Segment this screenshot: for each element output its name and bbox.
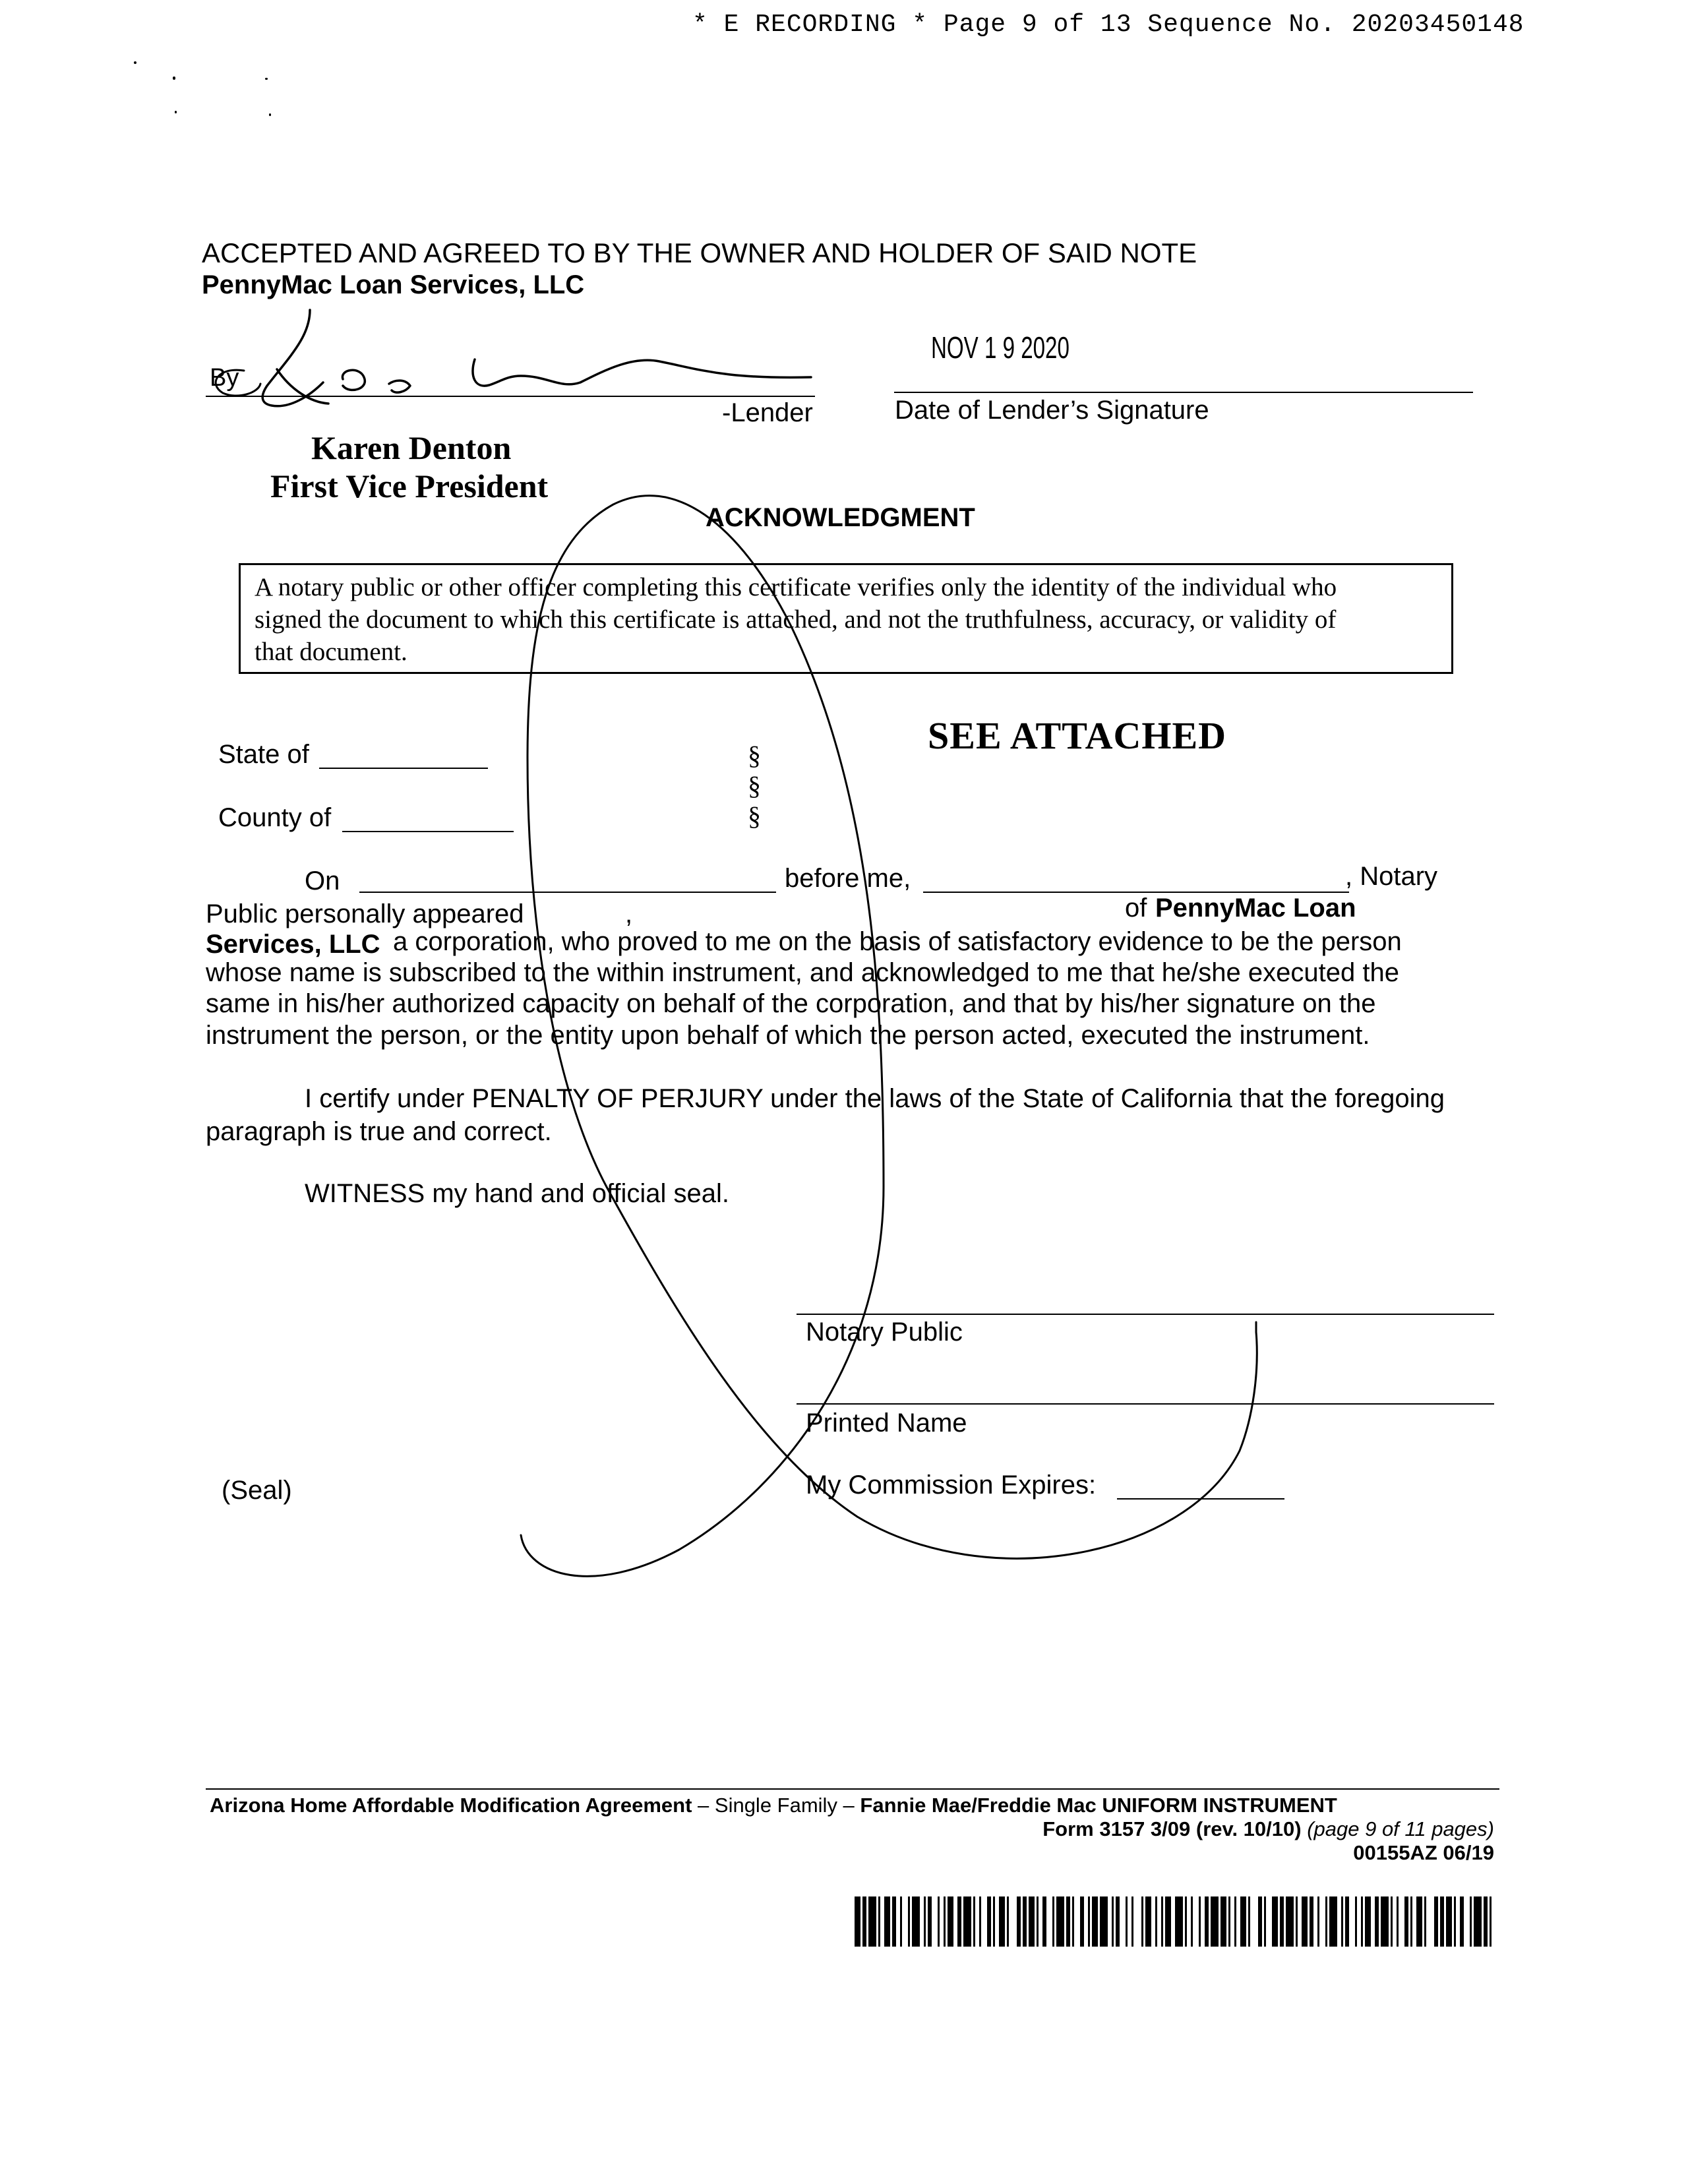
- barcode-bar: [1066, 1896, 1070, 1947]
- para1-line2d: PennyMac Loan: [1155, 894, 1356, 923]
- barcode-bar: [944, 1896, 946, 1947]
- stamped-date: NOV 1 9 2020: [931, 330, 1070, 365]
- scan-speck: [269, 113, 271, 116]
- barcode-bar: [938, 1896, 940, 1947]
- barcode-bar: [1088, 1896, 1090, 1947]
- barcode-bar: [1228, 1896, 1230, 1947]
- by-label: By: [210, 364, 239, 392]
- lender-label: -Lender: [722, 398, 813, 427]
- barcode-bar: [900, 1896, 902, 1947]
- notary-suffix: , Notary: [1345, 862, 1438, 891]
- barcode-bar: [1416, 1896, 1422, 1947]
- notice-line-2: signed the document to which this certificate is attached, and not the truthfulness, accuracy, or validity of: [255, 605, 1337, 634]
- barcode-bar: [1361, 1896, 1363, 1947]
- state-blank: [319, 768, 488, 769]
- recording-header: * E RECORDING * Page 9 of 13 Sequence No. 20203450148: [692, 11, 1524, 39]
- barcode-bar: [912, 1896, 920, 1947]
- barcode-bar: [1161, 1896, 1163, 1947]
- barcode-bar: [868, 1896, 876, 1947]
- barcode-bar: [1240, 1896, 1246, 1947]
- barcode-bar: [973, 1896, 975, 1947]
- barcode-bar: [1175, 1896, 1183, 1947]
- footer-title-mid: – Single Family –: [692, 1794, 860, 1817]
- footer-form-bold: Form 3157 3/09 (rev. 10/10): [1042, 1817, 1302, 1840]
- para1-line2a: Public personally appeared: [206, 899, 524, 928]
- section-mark: §: [748, 801, 761, 831]
- barcode-bar: [999, 1896, 1005, 1947]
- signer-name: Karen Denton: [311, 429, 512, 466]
- barcode-bar: [1221, 1896, 1226, 1947]
- barcode-bar: [1474, 1896, 1482, 1947]
- barcode-bar: [1302, 1896, 1308, 1947]
- scan-speck: [265, 78, 268, 80]
- barcode-bar: [963, 1896, 971, 1947]
- footer-form: [1042, 1817, 1494, 1841]
- barcode-bar: [1112, 1896, 1114, 1947]
- barcode-bar: [1280, 1896, 1284, 1947]
- barcode-bar: [1310, 1896, 1313, 1947]
- barcode-bar: [1375, 1896, 1379, 1947]
- signer-title: First Vice President: [270, 468, 549, 504]
- barcode-bar: [855, 1896, 860, 1947]
- footer-title: [210, 1794, 1337, 1817]
- date-label: Date of Lender’s Signature: [895, 396, 1209, 425]
- barcode-bar: [1023, 1896, 1027, 1947]
- barcode-bar: [1191, 1896, 1193, 1947]
- barcode-bar: [1329, 1896, 1337, 1947]
- barcode-bar: [1155, 1896, 1157, 1947]
- barcode-bar: [1126, 1896, 1128, 1947]
- barcode-bar: [1080, 1896, 1084, 1947]
- witness-line: WITNESS my hand and official seal.: [305, 1179, 729, 1208]
- barcode-bar: [1434, 1896, 1438, 1947]
- notary-public-label: Notary Public: [806, 1318, 963, 1347]
- scan-speck: [175, 111, 177, 113]
- barcode-bar: [1248, 1896, 1250, 1947]
- barcode-bar: [1205, 1896, 1209, 1947]
- date-line: [894, 392, 1473, 393]
- barcode-bar: [1072, 1896, 1074, 1947]
- barcode-bar: [1391, 1896, 1393, 1947]
- barcode-bar: [1490, 1896, 1492, 1947]
- acknowledgment-heading: ACKNOWLEDGMENT: [706, 503, 975, 532]
- barcode-bar: [1017, 1896, 1021, 1947]
- barcode-bar: [1341, 1896, 1343, 1947]
- barcode-bar: [1145, 1896, 1151, 1947]
- barcode-bar: [948, 1896, 953, 1947]
- para1-line5: same in his/her authorized capacity on behalf of the corporation, and that by his/her signature on the: [206, 989, 1376, 1018]
- barcode-bar: [1404, 1896, 1408, 1947]
- barcode-bar: [1345, 1896, 1349, 1947]
- barcode-bar: [1185, 1896, 1187, 1947]
- printed-name-label: Printed Name: [806, 1409, 967, 1438]
- barcode-bar: [1029, 1896, 1035, 1947]
- notice-line-1: A notary public or other officer completing this certificate verifies only the identity of the individual who: [255, 573, 1337, 601]
- barcode-bar: [1258, 1896, 1262, 1947]
- barcode-bar: [1440, 1896, 1444, 1947]
- notice-line-3: that document.: [255, 638, 407, 666]
- on-date-blank: [359, 892, 776, 893]
- barcode-bar: [908, 1896, 910, 1947]
- barcode-bar: [1410, 1896, 1412, 1947]
- footer-title-end: Fannie Mae/Freddie Mac UNIFORM INSTRUMENT: [860, 1794, 1337, 1817]
- barcode-bar: [924, 1896, 926, 1947]
- para1-line3a: Services, LLC: [206, 930, 380, 959]
- barcode-bar: [884, 1896, 890, 1947]
- barcode-bar: [1272, 1896, 1278, 1947]
- printed-name-line: [797, 1403, 1494, 1405]
- barcode-bar: [1092, 1896, 1098, 1947]
- barcode-bar: [1424, 1896, 1426, 1947]
- para1-line4: whose name is subscribed to the within instrument, and acknowledged to me that he/she executed the: [206, 958, 1399, 987]
- barcode-bar: [993, 1896, 995, 1947]
- barcode-bar: [862, 1896, 866, 1947]
- notary-public-line: [797, 1314, 1494, 1315]
- accepted-line: ACCEPTED AND AGREED TO BY THE OWNER AND HOLDER OF SAID NOTE: [202, 237, 1197, 268]
- barcode-bar: [1199, 1896, 1201, 1947]
- barcode-bar: [1042, 1896, 1046, 1947]
- barcode-bar: [878, 1896, 880, 1947]
- barcode-bar: [1484, 1896, 1488, 1947]
- para1-line3b: a corporation, who proved to me on the basis of satisfactory evidence to be the person: [393, 927, 1402, 956]
- footer-title-bold: Arizona Home Affordable Modification Agreement: [210, 1794, 692, 1817]
- para1-line6: instrument the person, or the entity upon behalf of which the person acted, executed the instrument.: [206, 1021, 1370, 1050]
- lender-signature: [262, 310, 811, 406]
- barcode-bar: [1052, 1896, 1054, 1947]
- see-attached-stamp: SEE ATTACHED: [928, 714, 1227, 757]
- barcode-bar: [1100, 1896, 1108, 1947]
- barcode-bar: [1381, 1896, 1389, 1947]
- signature-line: [206, 396, 815, 397]
- barcode-bar: [1141, 1896, 1143, 1947]
- barcode-bar: [1325, 1896, 1327, 1947]
- barcode-bar: [1397, 1896, 1399, 1947]
- scan-speck: [134, 61, 136, 64]
- before-me-label: before me,: [785, 864, 911, 893]
- certify-line-1: I certify under PENALTY OF PERJURY under the laws of the State of California that the foregoing: [305, 1084, 1445, 1113]
- footer-code: 00155AZ 06/19: [1353, 1841, 1494, 1864]
- commission-expires-label: My Commission Expires:: [806, 1471, 1097, 1500]
- barcode-bar: [1460, 1896, 1464, 1947]
- county-label: County of: [218, 803, 332, 832]
- company-name: PennyMac Loan Services, LLC: [202, 270, 585, 299]
- section-mark: §: [748, 771, 761, 801]
- barcode-bar: [1131, 1896, 1133, 1947]
- barcode-bar: [1286, 1896, 1294, 1947]
- barcode-bar: [1116, 1896, 1120, 1947]
- section-mark: §: [748, 741, 761, 770]
- barcode-bar: [1317, 1896, 1319, 1947]
- barcode-bar: [1234, 1896, 1236, 1947]
- barcode-bar: [928, 1896, 932, 1947]
- barcode-bar: [892, 1896, 896, 1947]
- barcode-bar: [1165, 1896, 1171, 1947]
- seal-label: (Seal): [222, 1476, 292, 1505]
- barcode-bar: [1446, 1896, 1452, 1947]
- para1-line2c: of: [1125, 894, 1147, 923]
- barcode-bar: [1454, 1896, 1456, 1947]
- commission-blank: [1117, 1498, 1284, 1500]
- barcode-bar: [1264, 1896, 1266, 1947]
- barcode-bar: [1007, 1896, 1009, 1947]
- barcode-bar: [957, 1896, 961, 1947]
- footer-form-italic: (page 9 of 11 pages): [1301, 1817, 1494, 1840]
- barcode-bar: [979, 1896, 981, 1947]
- barcode-bar: [1296, 1896, 1298, 1947]
- county-blank: [342, 831, 514, 832]
- state-label: State of: [218, 740, 309, 769]
- barcode-bar: [1056, 1896, 1064, 1947]
- certify-line-2: paragraph is true and correct.: [206, 1117, 552, 1146]
- barcode-bar: [1211, 1896, 1219, 1947]
- on-label: On: [305, 866, 340, 895]
- para1-line2b: ,: [625, 899, 633, 928]
- scan-speck: [173, 76, 175, 80]
- footer-rule: [206, 1788, 1499, 1790]
- barcode-bar: [987, 1896, 991, 1947]
- barcode-bar: [1355, 1896, 1357, 1947]
- barcode-bar: [1365, 1896, 1371, 1947]
- barcode-bar: [1470, 1896, 1472, 1947]
- barcode-bar: [1037, 1896, 1039, 1947]
